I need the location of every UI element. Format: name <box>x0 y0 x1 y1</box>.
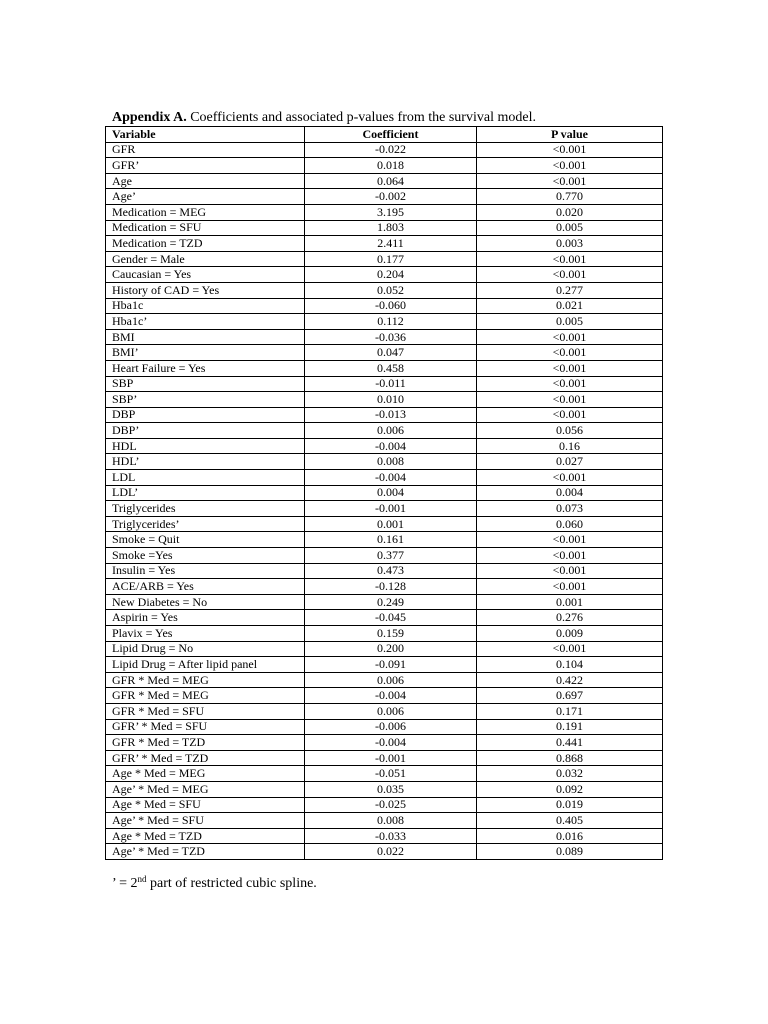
cell-coefficient: -0.022 <box>305 142 477 158</box>
cell-p-value: <0.001 <box>477 392 663 408</box>
cell-p-value: <0.001 <box>477 267 663 283</box>
cell-p-value: 0.16 <box>477 438 663 454</box>
cell-p-value: <0.001 <box>477 470 663 486</box>
table-row <box>106 750 663 766</box>
cell-coefficient: -0.001 <box>305 750 477 766</box>
table-row <box>106 158 663 174</box>
cell-p-value: 0.770 <box>477 189 663 205</box>
table-row <box>106 485 663 501</box>
cell-variable: GFR * Med = MEG <box>106 672 305 688</box>
cell-variable: Heart Failure = Yes <box>106 360 305 376</box>
table-row <box>106 548 663 564</box>
table-row <box>106 828 663 844</box>
cell-p-value: <0.001 <box>477 251 663 267</box>
cell-coefficient: 0.161 <box>305 532 477 548</box>
cell-p-value: 0.073 <box>477 501 663 517</box>
cell-coefficient: 0.177 <box>305 251 477 267</box>
cell-coefficient: 0.052 <box>305 282 477 298</box>
cell-p-value: 0.422 <box>477 672 663 688</box>
cell-p-value: 0.191 <box>477 719 663 735</box>
cell-variable: Aspirin = Yes <box>106 610 305 626</box>
table-row <box>106 407 663 423</box>
cell-p-value: 0.003 <box>477 236 663 252</box>
table-row <box>106 579 663 595</box>
cell-variable: Medication = SFU <box>106 220 305 236</box>
cell-variable: BMI <box>106 329 305 345</box>
cell-variable: Medication = TZD <box>106 236 305 252</box>
table-row <box>106 626 663 642</box>
cell-variable: Medication = MEG <box>106 204 305 220</box>
cell-p-value: 0.171 <box>477 703 663 719</box>
cell-variable: SBP’ <box>106 392 305 408</box>
cell-coefficient: 0.022 <box>305 844 477 860</box>
cell-variable: DBP’ <box>106 423 305 439</box>
cell-p-value: 0.019 <box>477 797 663 813</box>
table-row <box>106 251 663 267</box>
footnote-prefix: ’ = 2 <box>112 876 138 891</box>
cell-coefficient: -0.004 <box>305 688 477 704</box>
cell-variable: History of CAD = Yes <box>106 282 305 298</box>
table-row <box>106 360 663 376</box>
cell-variable: BMI’ <box>106 345 305 361</box>
table-row <box>106 470 663 486</box>
table-row <box>106 189 663 205</box>
cell-variable: GFR’ * Med = TZD <box>106 750 305 766</box>
cell-coefficient: 0.006 <box>305 703 477 719</box>
cell-p-value: <0.001 <box>477 329 663 345</box>
cell-variable: Triglycerides <box>106 501 305 517</box>
cell-p-value: 0.021 <box>477 298 663 314</box>
cell-coefficient: 0.004 <box>305 485 477 501</box>
table-row <box>106 392 663 408</box>
cell-p-value: 0.004 <box>477 485 663 501</box>
footnote-suffix: part of restricted cubic spline. <box>146 876 317 891</box>
cell-p-value: <0.001 <box>477 563 663 579</box>
cell-coefficient: 0.200 <box>305 641 477 657</box>
cell-p-value: 0.441 <box>477 735 663 751</box>
table-row <box>106 688 663 704</box>
cell-coefficient: -0.001 <box>305 501 477 517</box>
table-row <box>106 501 663 517</box>
table-body <box>106 142 663 859</box>
cell-coefficient: 0.035 <box>305 781 477 797</box>
table-header-row <box>106 127 663 143</box>
cell-coefficient: -0.006 <box>305 719 477 735</box>
cell-coefficient: 0.047 <box>305 345 477 361</box>
table-row <box>106 610 663 626</box>
table-row <box>106 641 663 657</box>
footnote <box>112 875 317 893</box>
cell-coefficient: -0.045 <box>305 610 477 626</box>
table-row <box>106 423 663 439</box>
cell-coefficient: -0.011 <box>305 376 477 392</box>
table-row <box>106 314 663 330</box>
cell-p-value: 0.868 <box>477 750 663 766</box>
column-header-coefficient: Coefficient <box>305 127 477 143</box>
cell-coefficient: 0.473 <box>305 563 477 579</box>
cell-coefficient: -0.060 <box>305 298 477 314</box>
table-row <box>106 532 663 548</box>
cell-variable: HDL <box>106 438 305 454</box>
table-row <box>106 672 663 688</box>
cell-coefficient: 0.377 <box>305 548 477 564</box>
table-row <box>106 813 663 829</box>
cell-p-value: <0.001 <box>477 173 663 189</box>
table-row <box>106 516 663 532</box>
cell-variable: Age * Med = MEG <box>106 766 305 782</box>
cell-variable: Triglycerides’ <box>106 516 305 532</box>
cell-coefficient: 0.249 <box>305 594 477 610</box>
cell-variable: GFR’ <box>106 158 305 174</box>
column-header-p-value: P value <box>477 127 663 143</box>
table-caption <box>112 109 536 127</box>
cell-p-value: <0.001 <box>477 548 663 564</box>
cell-coefficient: -0.002 <box>305 189 477 205</box>
cell-coefficient: 0.159 <box>305 626 477 642</box>
cell-coefficient: -0.051 <box>305 766 477 782</box>
coefficients-table <box>105 126 663 860</box>
table-row <box>106 766 663 782</box>
cell-p-value: 0.005 <box>477 314 663 330</box>
cell-p-value: <0.001 <box>477 407 663 423</box>
cell-p-value: 0.697 <box>477 688 663 704</box>
cell-coefficient: -0.004 <box>305 470 477 486</box>
cell-variable: Age’ <box>106 189 305 205</box>
cell-variable: GFR * Med = MEG <box>106 688 305 704</box>
table-row <box>106 220 663 236</box>
cell-coefficient: 0.008 <box>305 813 477 829</box>
cell-variable: Age’ * Med = MEG <box>106 781 305 797</box>
cell-p-value: 0.405 <box>477 813 663 829</box>
table-row <box>106 563 663 579</box>
cell-coefficient: 0.006 <box>305 423 477 439</box>
cell-p-value: <0.001 <box>477 532 663 548</box>
cell-p-value: 0.089 <box>477 844 663 860</box>
cell-variable: GFR * Med = SFU <box>106 703 305 719</box>
cell-variable: Age <box>106 173 305 189</box>
cell-variable: Plavix = Yes <box>106 626 305 642</box>
cell-coefficient: -0.128 <box>305 579 477 595</box>
caption-text: Coefficients and associated p-values from the survival model. <box>186 110 536 125</box>
table-row <box>106 438 663 454</box>
cell-p-value: 0.060 <box>477 516 663 532</box>
table-row <box>106 657 663 673</box>
cell-coefficient: -0.033 <box>305 828 477 844</box>
cell-p-value: 0.092 <box>477 781 663 797</box>
cell-p-value: 0.005 <box>477 220 663 236</box>
cell-p-value: 0.027 <box>477 454 663 470</box>
cell-p-value: 0.016 <box>477 828 663 844</box>
cell-p-value: <0.001 <box>477 142 663 158</box>
cell-coefficient: 1.803 <box>305 220 477 236</box>
cell-coefficient: 0.008 <box>305 454 477 470</box>
table-row <box>106 204 663 220</box>
cell-variable: Insulin = Yes <box>106 563 305 579</box>
cell-variable: Age * Med = SFU <box>106 797 305 813</box>
cell-p-value: 0.032 <box>477 766 663 782</box>
table-row <box>106 781 663 797</box>
table-row <box>106 345 663 361</box>
cell-coefficient: 0.018 <box>305 158 477 174</box>
cell-coefficient: 2.411 <box>305 236 477 252</box>
cell-coefficient: -0.013 <box>305 407 477 423</box>
cell-coefficient: 0.006 <box>305 672 477 688</box>
cell-variable: Lipid Drug = No <box>106 641 305 657</box>
table-row <box>106 173 663 189</box>
cell-coefficient: 0.112 <box>305 314 477 330</box>
cell-p-value: 0.104 <box>477 657 663 673</box>
cell-coefficient: 0.064 <box>305 173 477 189</box>
cell-coefficient: -0.091 <box>305 657 477 673</box>
footnote-superscript: nd <box>137 874 147 884</box>
cell-variable: HDL’ <box>106 454 305 470</box>
table-row <box>106 329 663 345</box>
table-row <box>106 454 663 470</box>
cell-p-value: 0.009 <box>477 626 663 642</box>
cell-p-value: <0.001 <box>477 345 663 361</box>
cell-variable: ACE/ARB = Yes <box>106 579 305 595</box>
cell-p-value: <0.001 <box>477 360 663 376</box>
table-row <box>106 797 663 813</box>
table-row <box>106 267 663 283</box>
cell-p-value: 0.056 <box>477 423 663 439</box>
table-row <box>106 376 663 392</box>
cell-coefficient: 3.195 <box>305 204 477 220</box>
cell-variable: Age * Med = TZD <box>106 828 305 844</box>
cell-variable: Age’ * Med = TZD <box>106 844 305 860</box>
table-row <box>106 142 663 158</box>
table-row <box>106 844 663 860</box>
cell-coefficient: -0.036 <box>305 329 477 345</box>
cell-p-value: <0.001 <box>477 641 663 657</box>
cell-variable: Caucasian = Yes <box>106 267 305 283</box>
caption-label: Appendix A. <box>112 110 187 125</box>
cell-coefficient: 0.458 <box>305 360 477 376</box>
cell-variable: GFR <box>106 142 305 158</box>
cell-variable: Smoke = Quit <box>106 532 305 548</box>
cell-p-value: 0.276 <box>477 610 663 626</box>
cell-p-value: <0.001 <box>477 376 663 392</box>
cell-variable: GFR’ * Med = SFU <box>106 719 305 735</box>
cell-variable: Lipid Drug = After lipid panel <box>106 657 305 673</box>
cell-p-value: 0.020 <box>477 204 663 220</box>
table-row <box>106 735 663 751</box>
cell-coefficient: 0.204 <box>305 267 477 283</box>
cell-p-value: <0.001 <box>477 579 663 595</box>
table-row <box>106 282 663 298</box>
cell-variable: GFR * Med = TZD <box>106 735 305 751</box>
cell-p-value: 0.277 <box>477 282 663 298</box>
cell-variable: Age’ * Med = SFU <box>106 813 305 829</box>
cell-variable: LDL <box>106 470 305 486</box>
cell-coefficient: 0.010 <box>305 392 477 408</box>
table-row <box>106 594 663 610</box>
table-row <box>106 703 663 719</box>
cell-p-value: 0.001 <box>477 594 663 610</box>
cell-variable: SBP <box>106 376 305 392</box>
cell-p-value: <0.001 <box>477 158 663 174</box>
cell-variable: New Diabetes = No <box>106 594 305 610</box>
cell-coefficient: -0.025 <box>305 797 477 813</box>
column-header-variable: Variable <box>106 127 305 143</box>
table-row <box>106 236 663 252</box>
cell-coefficient: -0.004 <box>305 735 477 751</box>
cell-variable: Hba1c <box>106 298 305 314</box>
cell-variable: DBP <box>106 407 305 423</box>
cell-coefficient: 0.001 <box>305 516 477 532</box>
table-row <box>106 298 663 314</box>
cell-variable: Hba1c’ <box>106 314 305 330</box>
table-row <box>106 719 663 735</box>
cell-variable: Smoke =Yes <box>106 548 305 564</box>
cell-variable: Gender = Male <box>106 251 305 267</box>
cell-coefficient: -0.004 <box>305 438 477 454</box>
cell-variable: LDL’ <box>106 485 305 501</box>
